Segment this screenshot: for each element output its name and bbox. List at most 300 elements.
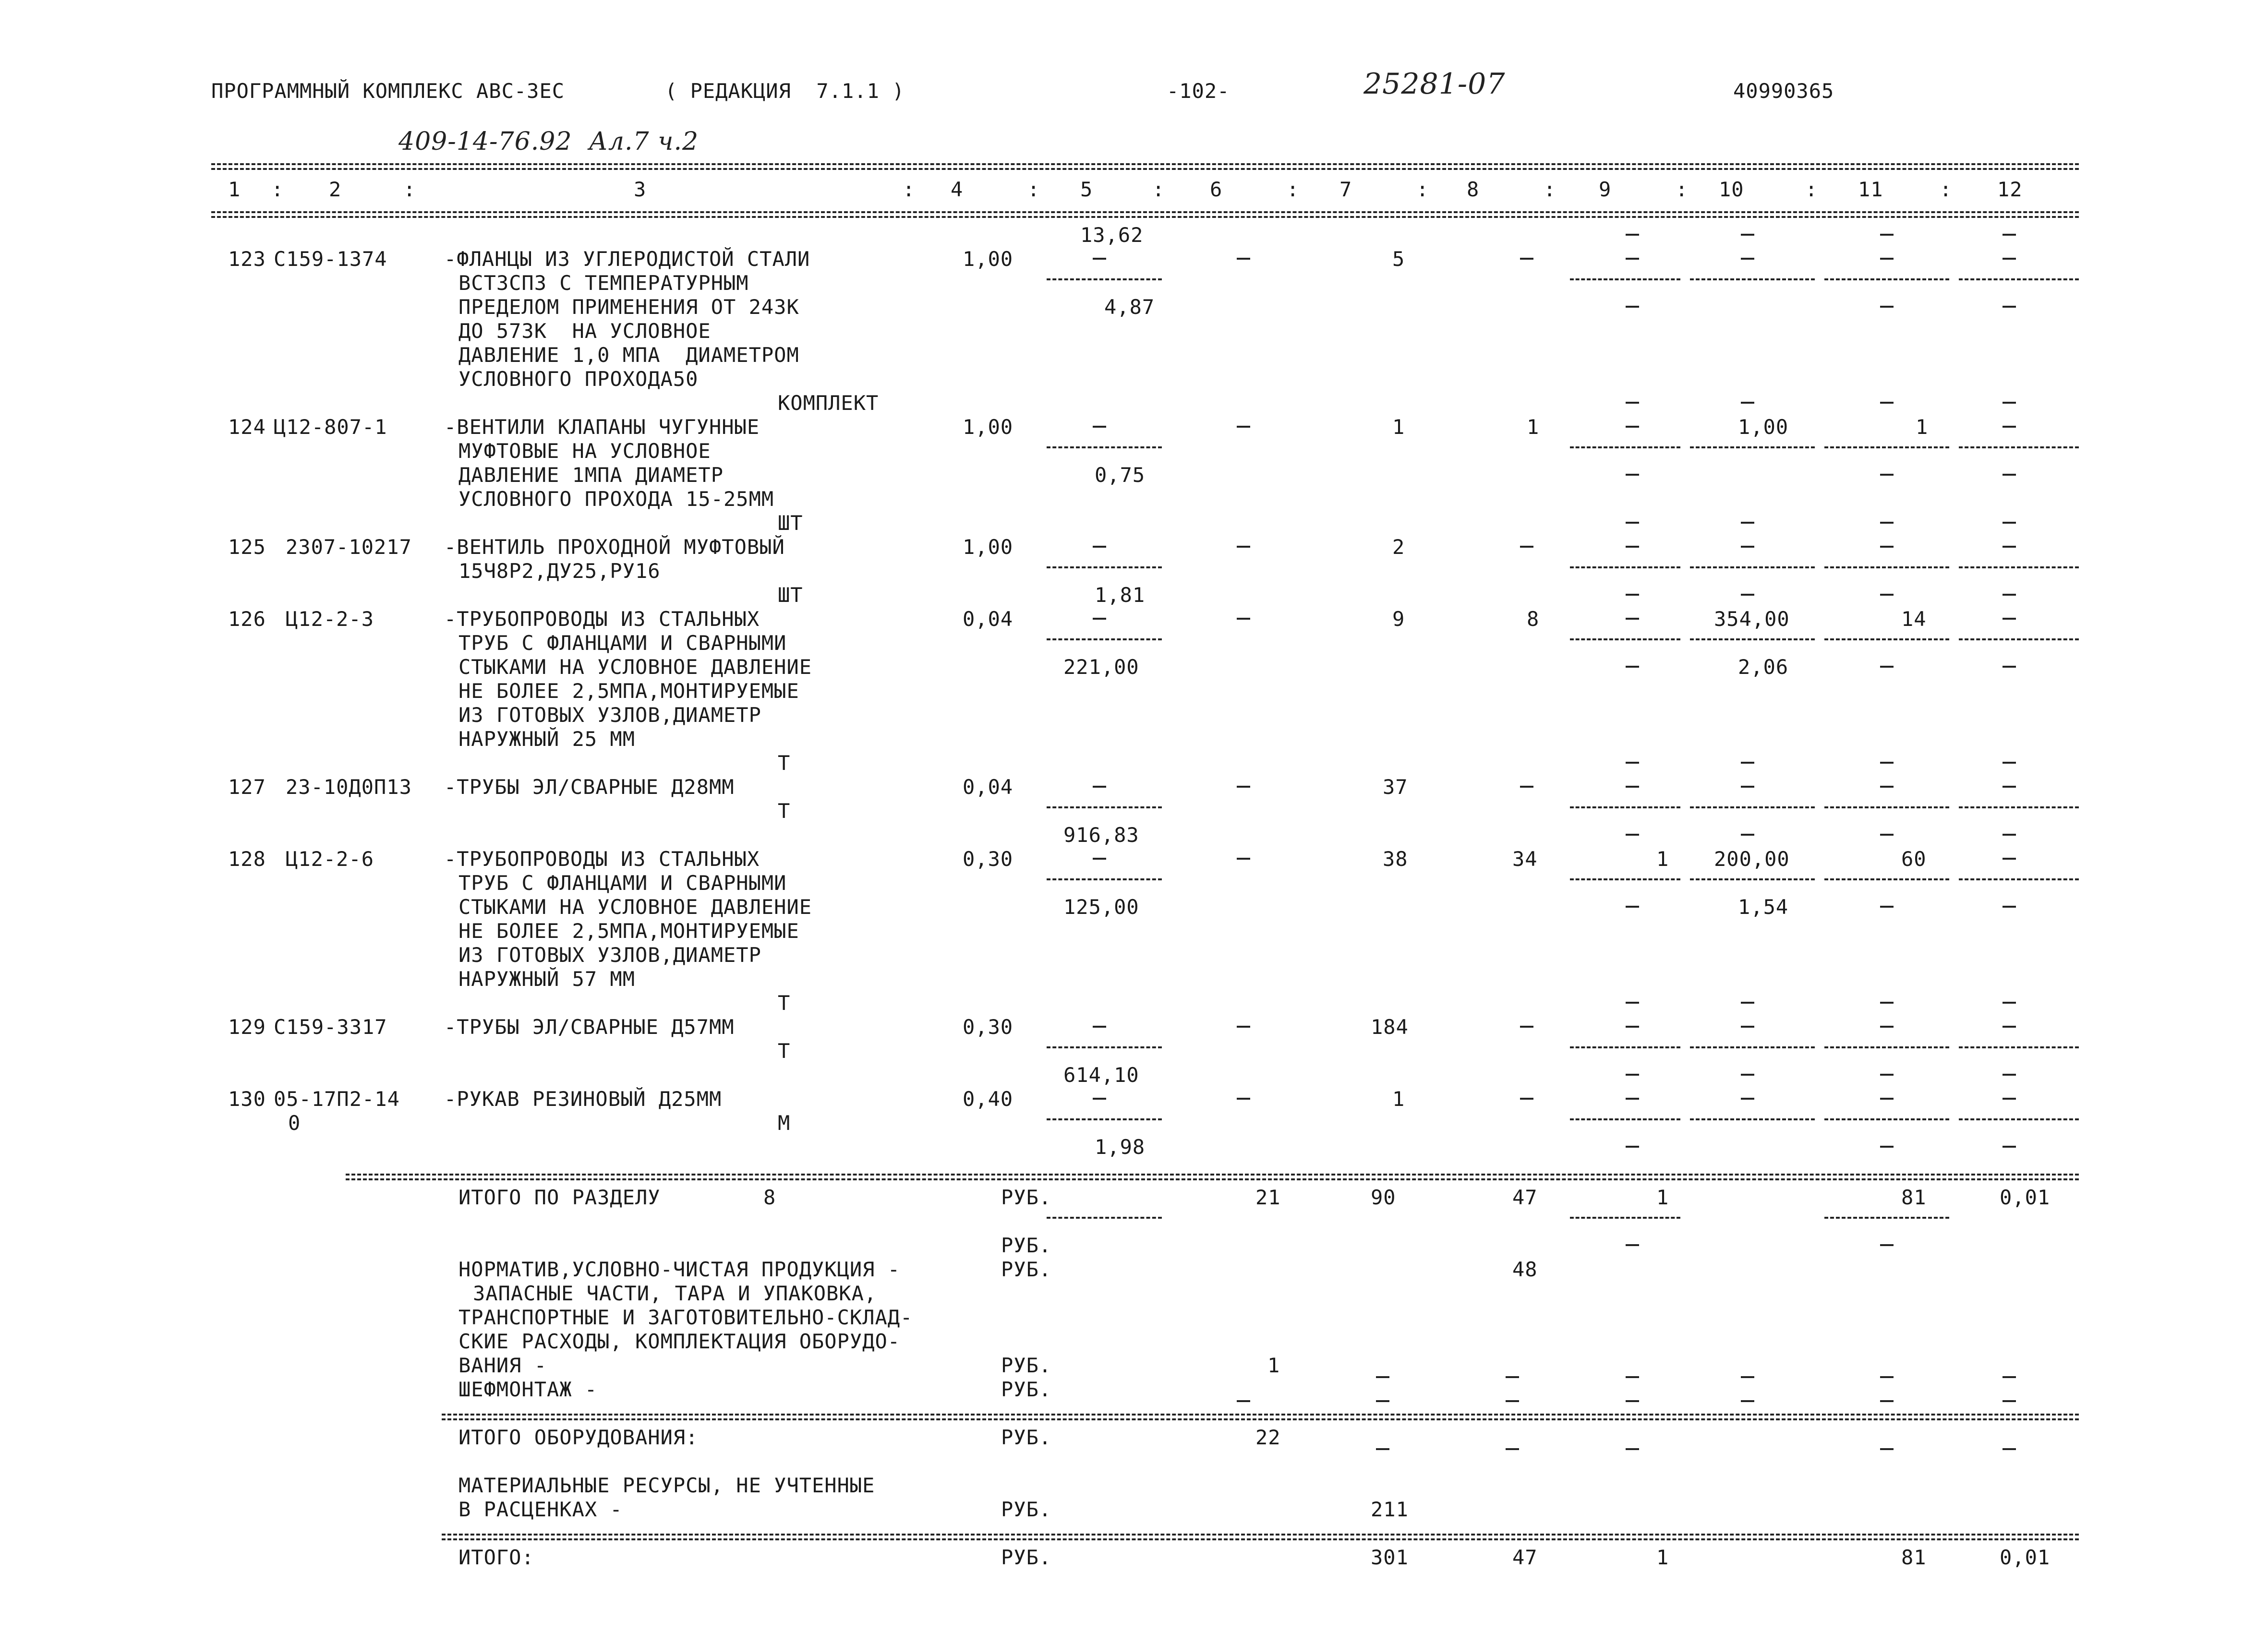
grand-total-col11: 81 [1901,1546,1927,1569]
cell-rule [1047,1046,1162,1048]
cell-rule [1824,1217,1949,1219]
row-desc-line: НЕ БОЛЕЕ 2,5МПА,МОНТИРУЕМЫЕ [458,919,799,943]
grand-total-col7: 301 [1371,1546,1409,1569]
dash-mark [1741,1026,1754,1028]
dash-mark [1626,1146,1639,1148]
grand-total-col9: 1 [1656,1546,1669,1569]
dash-mark [1237,1026,1250,1028]
currency: РУБ. [1001,1354,1052,1377]
cell-rule [1047,878,1162,880]
program-title: ПРОГРАММНЫЙ КОМПЛЕКС АВС-3ЕС [211,79,565,103]
equipment-total-label: ИТОГО ОБОРУДОВАНИЯ: [458,1426,699,1449]
header-rule-bottom [211,211,2079,213]
dash-mark [1626,1376,1639,1378]
cell-rule [1959,278,2079,280]
row-col7: 5 [1392,247,1405,271]
dash-mark [1376,1376,1389,1378]
dash-mark [1626,234,1639,236]
price-bottom: 0,75 [1095,463,1146,487]
col-sep: : [1676,178,1689,201]
cell-rule [1824,1118,1949,1120]
norm-line: НОРМАТИВ,УСЛОВНО-ЧИСТАЯ ПРОДУКЦИЯ - [458,1258,901,1281]
norm-line: СКИЕ РАСХОДЫ, КОМПЛЕКТАЦИЯ ОБОРУДО- [458,1330,901,1353]
cell-rule [1570,1118,1680,1120]
dash-mark [1626,474,1639,476]
equip-col6: 1 [1267,1354,1280,1377]
row-col11: 60 [1901,847,1927,871]
col-header-1: 1 [228,178,241,201]
row-number: 126 [228,607,266,631]
row-unit: КОМПЛЕКТ [778,391,879,415]
dash-mark [1741,258,1754,260]
row-unit: ШТ [778,511,803,535]
dash-mark [1237,786,1250,788]
dash-mark [1880,546,1894,548]
row-code: 05-17П2-14 [274,1087,400,1111]
row-qty: 0,30 [963,847,1013,871]
dash-mark [1626,306,1639,308]
cell-rule [1570,806,1680,808]
col-header-10: 10 [1719,178,1744,201]
header-rule-top [211,163,2079,165]
dash-mark [1626,426,1639,428]
cell-rule [1824,1046,1949,1048]
dash-mark [1376,1400,1389,1402]
row-desc-line: -ТРУБОПРОВОДЫ ИЗ СТАЛЬНЫХ [444,607,760,631]
col-header-8: 8 [1467,178,1480,201]
dash-mark [1880,1026,1894,1028]
row-col10: 354,00 [1714,607,1790,631]
row-qty: 1,00 [963,415,1013,439]
dash-mark [2003,1146,2016,1148]
cell-rule [1690,1118,1815,1120]
dash-mark [1093,426,1106,428]
equipment-rule-2 [442,1418,2079,1420]
dash-mark [1741,1098,1754,1100]
price-bottom: 221,00 [1063,655,1139,679]
norm-line: ЗАПАСНЫЕ ЧАСТИ, ТАРА И УПАКОВКА, [473,1282,877,1305]
row-unit: ШТ [778,583,803,607]
row-desc-line: -ТРУБОПРОВОДЫ ИЗ СТАЛЬНЫХ [444,847,760,871]
row-desc-line: -ТРУБЫ ЭЛ/СВАРНЫЕ Д57ММ [444,1015,735,1039]
grand-total-label: ИТОГО: [458,1546,534,1569]
dash-mark [1093,618,1106,620]
page-number: -102- [1167,79,1230,103]
row-col9: 1 [1656,847,1669,871]
dash-mark [2003,258,2016,260]
row-col7: 1 [1392,415,1405,439]
col-header-9: 9 [1599,178,1612,201]
header-rule-bottom-2 [211,216,2079,218]
cell-rule [1959,638,2079,640]
col-header-7: 7 [1339,178,1352,201]
cell-rule [1047,806,1162,808]
row-col11: 1 [1916,415,1929,439]
section-total-label: ИТОГО ПО РАЗДЕЛУ [458,1186,661,1209]
dash-mark [1506,1448,1519,1450]
col-header-5: 5 [1080,178,1093,201]
row-col8: 8 [1527,607,1540,631]
currency: РУБ. [1001,1186,1052,1209]
dash-mark [1880,786,1894,788]
cell-rule [1570,878,1680,880]
row-desc-line: -ФЛАНЦЫ ИЗ УГЛЕРОДИСТОЙ СТАЛИ [444,247,810,271]
dash-mark [1741,1002,1754,1004]
col-header-12: 12 [1997,178,2023,201]
row-unit: Т [778,991,791,1015]
row-col7: 184 [1371,1015,1409,1039]
dash-mark [2003,666,2016,668]
row-qty: 1,00 [963,535,1013,559]
row-desc-line: ТРУБ С ФЛАНЦАМИ И СВАРНЫМИ [458,871,787,895]
dash-mark [1237,618,1250,620]
dash-mark [1741,594,1754,596]
col10-bottom: 2,06 [1738,655,1789,679]
row-desc-line: ИЗ ГОТОВЫХ УЗЛОВ,ДИАМЕТР [458,703,761,727]
dash-mark [1626,666,1639,668]
cell-rule [1570,278,1680,280]
total-col6: 21 [1255,1186,1281,1209]
dash-mark [2003,474,2016,476]
cell-rule [1959,446,2079,448]
grand-total-col12: 0,01 [2000,1546,2051,1569]
row-qty: 0,04 [963,607,1013,631]
dash-mark [1520,258,1533,260]
price-top: 1,81 [1095,583,1146,607]
dash-mark [1626,1098,1639,1100]
row-code: Ц12-2-3 [286,607,374,631]
dash-mark [1237,426,1250,428]
price-top: 916,83 [1063,823,1139,847]
dash-mark [1741,402,1754,404]
total-col12: 0,01 [2000,1186,2051,1209]
row-desc-line: СТЫКАМИ НА УСЛОВНОЕ ДАВЛЕНИЕ [458,895,812,919]
row-desc-line: УСЛОВНОГО ПРОХОДА 15-25ММ [458,487,774,511]
norm-line: ТРАНСПОРТНЫЕ И ЗАГОТОВИТЕЛЬНО-СКЛАД- [458,1306,913,1329]
row-desc-line: -ВЕНТИЛЬ ПРОХОДНОЙ МУФТОВЫЙ [444,535,785,559]
cell-rule [1824,566,1949,568]
col-sep: : [1027,178,1040,201]
row-number: 130 [228,1087,266,1111]
row-desc-line: ДАВЛЕНИЕ 1МПА ДИАМЕТР [458,463,724,487]
dash-mark [1880,666,1894,668]
dash-mark [2003,1098,2016,1100]
dash-mark [2003,1376,2016,1378]
row-code: 2307-10217 [286,535,412,559]
dash-mark [2003,1002,2016,1004]
price-top: 13,62 [1080,223,1144,247]
dash-mark [1880,1244,1894,1246]
row-col8: 1 [1527,415,1540,439]
row-number: 125 [228,535,266,559]
currency: РУБ. [1001,1426,1052,1449]
dash-mark [2003,1074,2016,1076]
dash-mark [1880,474,1894,476]
dash-mark [1626,834,1639,836]
dash-mark [2003,426,2016,428]
dash-mark [1880,1376,1894,1378]
summary-rule [346,1174,2079,1176]
cell-rule [1690,1046,1815,1048]
row-code: 23-10Д0П13 [286,775,412,799]
dash-mark [1093,258,1106,260]
row-col7: 9 [1392,607,1405,631]
dash-mark [1880,522,1894,524]
cell-rule [1824,638,1949,640]
dash-mark [1741,1376,1754,1378]
cell-rule [1824,806,1949,808]
dash-mark [1880,762,1894,764]
header-rule-top-2 [211,168,2079,170]
grand-total-rule [442,1534,2079,1536]
dash-mark [1880,834,1894,836]
row-desc-line: НАРУЖНЫЙ 57 ММ [458,967,636,991]
row-col7: 37 [1383,775,1408,799]
row-code-cont: 0 [288,1111,301,1135]
cell-rule [1959,878,2079,880]
cell-rule [1570,1217,1680,1219]
norm-line: ВАНИЯ - [458,1354,547,1377]
row-desc-line: -ТРУБЫ ЭЛ/СВАРНЫЕ Д28ММ [444,775,735,799]
cell-rule [1824,446,1949,448]
price-bottom: 125,00 [1063,895,1139,919]
row-col10: 200,00 [1714,847,1790,871]
col-header-2: 2 [329,178,342,201]
row-desc-line: ДО 573К НА УСЛОВНОЕ [458,319,711,343]
dash-mark [2003,1448,2016,1450]
dash-mark [1626,594,1639,596]
norm-line: ШЕФМОНТАЖ - [458,1378,598,1401]
dash-mark [1880,234,1894,236]
dash-mark [1520,786,1533,788]
row-desc-line: ВСТ3СП3 С ТЕМПЕРАТУРНЫМ [458,271,749,295]
cell-rule [1690,446,1815,448]
dash-mark [1626,786,1639,788]
dash-mark [1626,1074,1639,1076]
row-unit: М [778,1111,791,1135]
dash-mark [1880,594,1894,596]
currency: РУБ. [1001,1234,1052,1257]
dash-mark [2003,762,2016,764]
row-number: 123 [228,247,266,271]
dash-mark [1506,1376,1519,1378]
dash-mark [1626,1400,1639,1402]
row-code: С159-3317 [274,1015,387,1039]
col-sep: : [1544,178,1556,201]
price-bottom: 4,87 [1104,295,1155,319]
dash-mark [2003,546,2016,548]
dash-mark [1880,258,1894,260]
row-number: 129 [228,1015,266,1039]
dash-mark [1880,402,1894,404]
equipment-rule [442,1414,2079,1416]
dash-mark [1880,1400,1894,1402]
dash-mark [2003,618,2016,620]
col-header-4: 4 [951,178,964,201]
col-sep: : [1152,178,1165,201]
dash-mark [1237,1400,1250,1402]
dash-mark [1880,1098,1894,1100]
row-desc-line: НЕ БОЛЕЕ 2,5МПА,МОНТИРУЕМЫЕ [458,679,799,703]
dash-mark [1093,858,1106,860]
cell-rule [1047,1217,1162,1219]
dash-mark [1741,546,1754,548]
row-code: Ц12-807-1 [274,415,387,439]
cell-rule [1959,566,2079,568]
summary-rule-2 [346,1178,2079,1180]
row-number: 128 [228,847,266,871]
dash-mark [1376,1448,1389,1450]
handwritten-number: 25281-07 [1363,67,1506,101]
dash-mark [1237,858,1250,860]
dash-mark [1880,1002,1894,1004]
total-col8: 47 [1512,1186,1538,1209]
row-col7: 38 [1383,847,1408,871]
row-qty: 0,04 [963,775,1013,799]
row-qty: 0,40 [963,1087,1013,1111]
dash-mark [1741,834,1754,836]
cell-rule [1570,1046,1680,1048]
materials-col7: 211 [1371,1498,1409,1521]
cell-rule [1570,638,1680,640]
cell-rule [1690,878,1815,880]
row-desc-line: МУФТОВЫЕ НА УСЛОВНОЕ [458,439,711,463]
row-col7: 1 [1392,1087,1405,1111]
cell-rule [1047,446,1162,448]
row-unit: Т [778,799,791,823]
dash-mark [2003,594,2016,596]
cell-rule [1047,638,1162,640]
currency: РУБ. [1001,1546,1052,1569]
dash-mark [1626,546,1639,548]
dash-mark [1880,1146,1894,1148]
dash-mark [1520,546,1533,548]
cell-rule [1959,1046,2079,1048]
col-sep: : [1805,178,1818,201]
price-top: 614,10 [1063,1063,1139,1087]
norm-col8: 48 [1512,1258,1538,1281]
cell-rule [1047,566,1162,568]
row-col11: 14 [1901,607,1927,631]
row-desc-line: УСЛОВНОГО ПРОХОДА50 [458,367,699,391]
row-col7: 2 [1392,535,1405,559]
row-qty: 0,30 [963,1015,1013,1039]
row-desc-line: -ВЕНТИЛИ КЛАПАНЫ ЧУГУННЫЕ [444,415,760,439]
dash-mark [2003,306,2016,308]
cell-rule [1824,878,1949,880]
cell-rule [1047,278,1162,280]
dash-mark [1626,762,1639,764]
document-code: 40990365 [1733,79,1834,103]
cell-rule [1690,806,1815,808]
cell-rule [1570,446,1680,448]
col-sep: : [271,178,284,201]
row-desc-line: ДАВЛЕНИЕ 1,0 МПА ДИАМЕТРОМ [458,343,799,367]
row-col10: 1,00 [1738,415,1789,439]
dash-mark [1626,258,1639,260]
grand-total-rule-2 [442,1538,2079,1540]
dash-mark [1093,786,1106,788]
row-unit: Т [778,1039,791,1063]
row-desc-line: ТРУБ С ФЛАНЦАМИ И СВАРНЫМИ [458,631,787,655]
dash-mark [1741,762,1754,764]
dash-mark [1237,1098,1250,1100]
dash-mark [2003,1026,2016,1028]
equipment-total-col6: 22 [1255,1426,1281,1449]
dash-mark [2003,834,2016,836]
currency: РУБ. [1001,1258,1052,1281]
dash-mark [2003,906,2016,908]
dash-mark [1626,402,1639,404]
dash-mark [1626,1448,1639,1450]
col-header-6: 6 [1210,178,1223,201]
row-number: 124 [228,415,266,439]
dash-mark [2003,786,2016,788]
dash-mark [1741,1400,1754,1402]
cell-rule [1959,806,2079,808]
dash-mark [1626,522,1639,524]
dash-mark [1237,546,1250,548]
currency: РУБ. [1001,1498,1052,1521]
grand-total-col8: 47 [1512,1546,1538,1569]
dash-mark [1237,258,1250,260]
row-desc-line: СТЫКАМИ НА УСЛОВНОЕ ДАВЛЕНИЕ [458,655,812,679]
dash-mark [1093,1098,1106,1100]
dash-mark [1626,1002,1639,1004]
dash-mark [1880,906,1894,908]
dash-mark [1880,1448,1894,1450]
dash-mark [1520,1098,1533,1100]
dash-mark [2003,858,2016,860]
cell-rule [1690,566,1815,568]
dash-mark [1626,1244,1639,1246]
col-sep: : [403,178,416,201]
dash-mark [1626,906,1639,908]
cell-rule [1959,1118,2079,1120]
cell-rule [1824,278,1949,280]
section-number: 8 [763,1186,776,1209]
edition: ( РЕДАКЦИЯ 7.1.1 ) [665,79,905,103]
row-desc-line: НАРУЖНЫЙ 25 ММ [458,727,636,751]
total-col9: 1 [1656,1186,1669,1209]
col10-bottom: 1,54 [1738,895,1789,919]
dash-mark [1520,1026,1533,1028]
col-header-11: 11 [1858,178,1883,201]
dash-mark [1741,1074,1754,1076]
currency: РУБ. [1001,1378,1052,1401]
dash-mark [1626,618,1639,620]
col-sep: : [1940,178,1953,201]
cell-rule [1047,1118,1162,1120]
col-sep: : [1416,178,1429,201]
row-unit: Т [778,751,791,775]
dash-mark [1626,1026,1639,1028]
dash-mark [1093,1026,1106,1028]
row-desc-line: -РУКАВ РЕЗИНОВЫЙ Д25ММ [444,1087,722,1111]
dash-mark [1741,522,1754,524]
row-desc-line: ПРЕДЕЛОМ ПРИМЕНЕНИЯ ОТ 243К [458,295,799,319]
cell-rule [1570,566,1680,568]
price-bottom: 1,98 [1095,1135,1146,1159]
dash-mark [1741,234,1754,236]
dash-mark [1741,786,1754,788]
dash-mark [1093,546,1106,548]
cell-rule [1690,278,1815,280]
row-col8: 34 [1512,847,1538,871]
materials-line: МАТЕРИАЛЬНЫЕ РЕСУРСЫ, НЕ УЧТЕННЫЕ [458,1474,875,1497]
row-number: 127 [228,775,266,799]
col-header-3: 3 [634,178,647,201]
